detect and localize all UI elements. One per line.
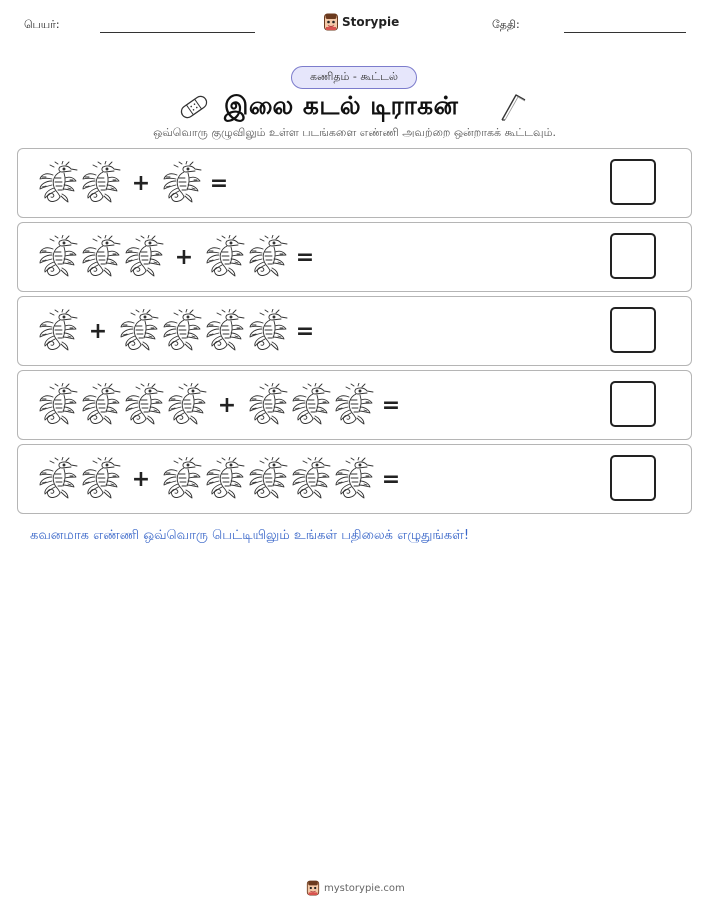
equals-sign: =	[295, 244, 315, 270]
leafy-sea-dragon-icon	[160, 161, 202, 205]
instructions-subtitle: ஒவ்வொரு குழுவிலும் உள்ள படங்களை எண்ணி அவற்றை ஒன்றாகக் கூட்டவும்.	[153, 126, 556, 139]
plus-sign: +	[88, 318, 108, 344]
name-label: பெயர்:	[24, 18, 60, 31]
straw-icon	[498, 90, 528, 122]
leafy-sea-dragon-icon	[79, 235, 121, 279]
leafy-sea-dragon-icon	[246, 309, 288, 353]
answer-box[interactable]	[610, 455, 656, 501]
problem-row	[17, 444, 692, 514]
answer-box[interactable]	[610, 381, 656, 427]
footer-url[interactable]: mystorypie.com	[324, 882, 405, 894]
equals-sign: =	[295, 318, 315, 344]
plus-sign: +	[131, 466, 151, 492]
plus-sign: +	[217, 392, 237, 418]
problem-equation	[36, 308, 319, 354]
leafy-sea-dragon-icon	[36, 457, 78, 501]
leafy-sea-dragon-icon	[203, 309, 245, 353]
problem-equation	[36, 456, 405, 502]
leafy-sea-dragon-icon	[36, 161, 78, 205]
leafy-sea-dragon-icon	[289, 457, 331, 501]
leafy-sea-dragon-icon	[122, 383, 164, 427]
leafy-sea-dragon-icon	[165, 383, 207, 427]
topic-badge: கணிதம் - கூட்டல்	[291, 66, 417, 89]
leafy-sea-dragon-icon	[36, 309, 78, 353]
answer-box[interactable]	[610, 307, 656, 353]
equals-sign: =	[381, 392, 401, 418]
plus-sign: +	[131, 170, 151, 196]
leafy-sea-dragon-icon	[160, 309, 202, 353]
page-title: இலை கடல் டிராகன்	[224, 91, 459, 120]
problem-row	[17, 370, 692, 440]
footer	[306, 880, 405, 896]
leafy-sea-dragon-icon	[246, 457, 288, 501]
problem-equation	[36, 160, 233, 206]
problem-equation	[36, 234, 319, 280]
equals-sign: =	[381, 466, 401, 492]
storypie-logo-icon	[306, 880, 320, 896]
leafy-sea-dragon-icon	[79, 161, 121, 205]
answer-box[interactable]	[610, 233, 656, 279]
equals-sign: =	[209, 170, 229, 196]
leafy-sea-dragon-icon	[36, 383, 78, 427]
leafy-sea-dragon-icon	[203, 457, 245, 501]
leafy-sea-dragon-icon	[117, 309, 159, 353]
brand-name: Storypie	[342, 15, 400, 29]
problem-equation	[36, 382, 405, 428]
storypie-logo-icon	[323, 13, 339, 31]
leafy-sea-dragon-icon	[79, 457, 121, 501]
answer-box[interactable]	[610, 159, 656, 205]
name-field-line[interactable]	[100, 32, 255, 33]
leafy-sea-dragon-icon	[332, 383, 374, 427]
leafy-sea-dragon-icon	[289, 383, 331, 427]
problem-row	[17, 296, 692, 366]
leafy-sea-dragon-icon	[160, 457, 202, 501]
date-field-line[interactable]	[564, 32, 686, 33]
problem-row	[17, 148, 692, 218]
brand-logo	[323, 13, 399, 31]
leafy-sea-dragon-icon	[79, 383, 121, 427]
leafy-sea-dragon-icon	[246, 235, 288, 279]
instruction-note: கவனமாக எண்ணி ஒவ்வொரு பெட்டியிலும் உங்கள் பதிலைக் எழுதுங்கள்!	[30, 528, 470, 543]
leafy-sea-dragon-icon	[122, 235, 164, 279]
leafy-sea-dragon-icon	[246, 383, 288, 427]
leafy-sea-dragon-icon	[36, 235, 78, 279]
leafy-sea-dragon-icon	[332, 457, 374, 501]
plus-sign: +	[174, 244, 194, 270]
date-label: தேதி:	[492, 18, 520, 31]
bandage-icon	[178, 93, 210, 121]
title-row	[0, 90, 709, 124]
leafy-sea-dragon-icon	[203, 235, 245, 279]
problem-row	[17, 222, 692, 292]
